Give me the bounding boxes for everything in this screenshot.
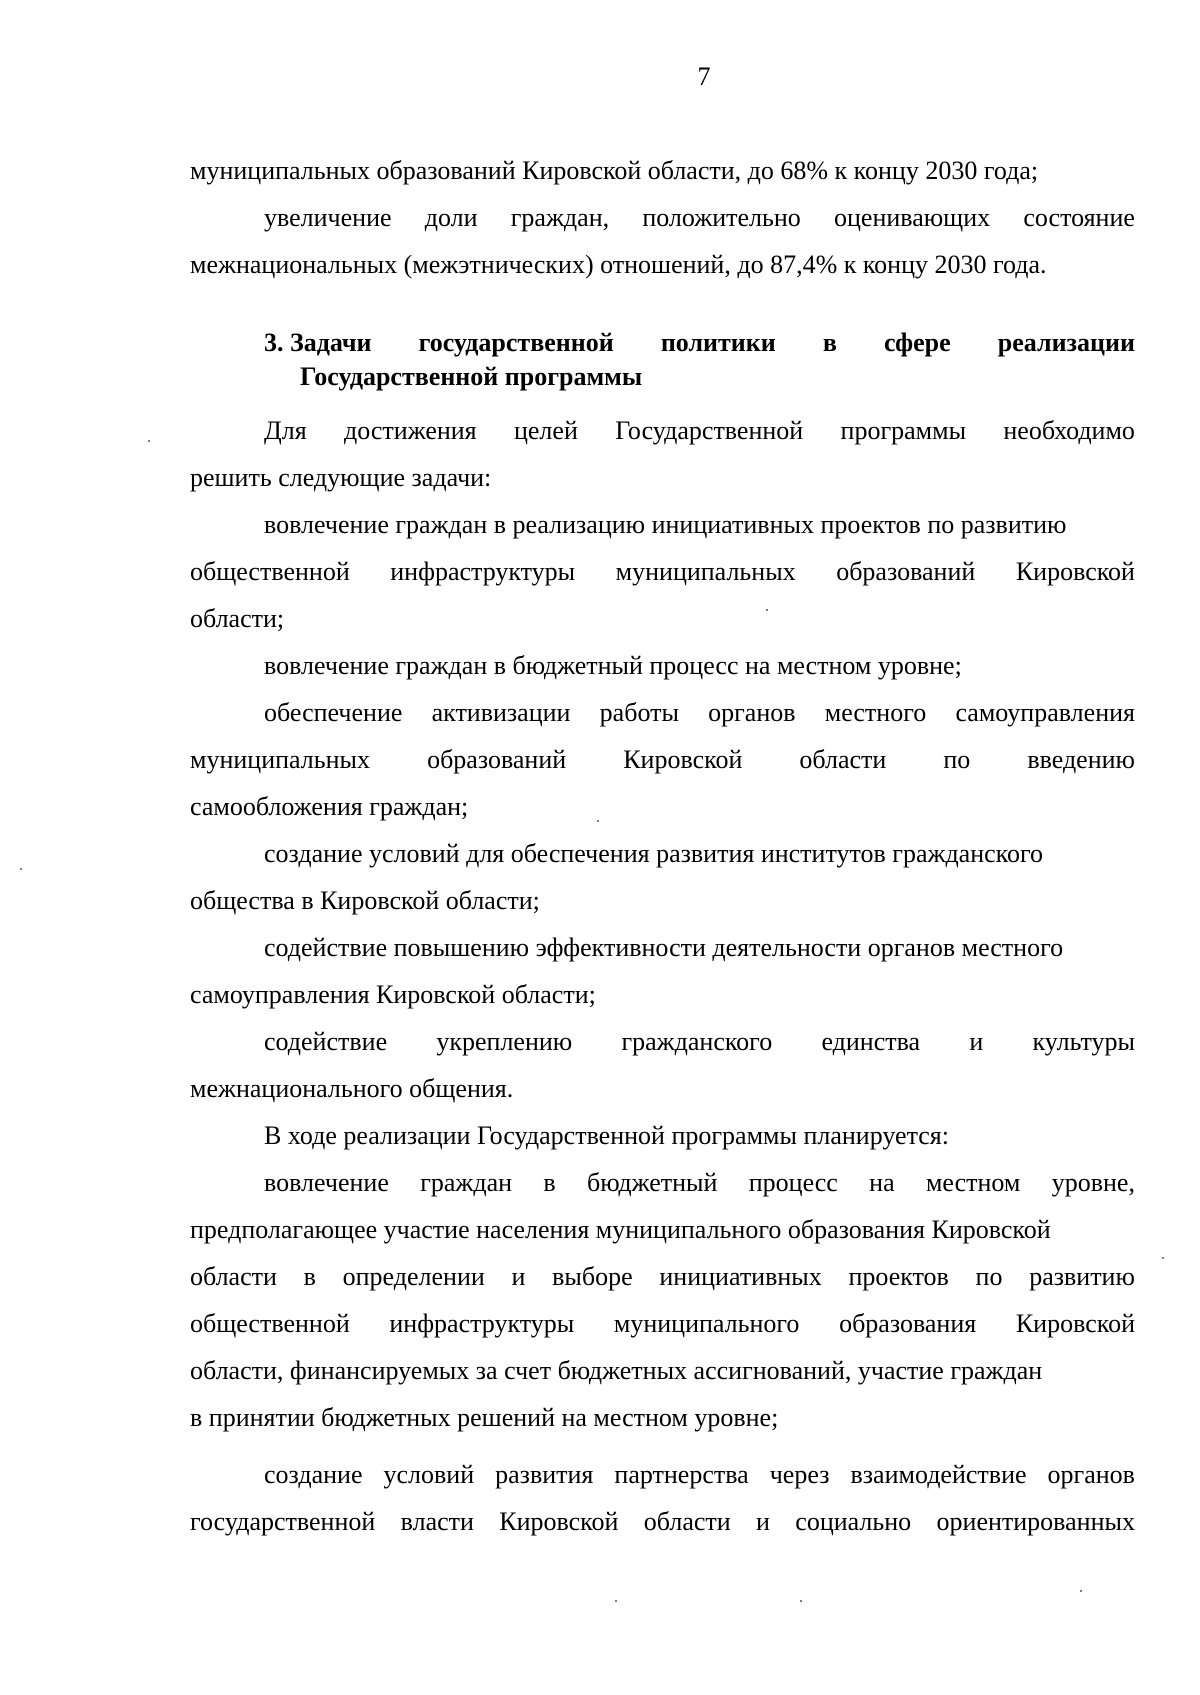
word: и bbox=[969, 1027, 984, 1056]
word: активизации bbox=[431, 698, 571, 727]
word: Кировской bbox=[499, 1507, 619, 1536]
word: необходимо bbox=[1003, 416, 1135, 445]
word: власти bbox=[400, 1507, 474, 1536]
word: государственной bbox=[190, 1507, 376, 1536]
word: граждан bbox=[420, 1168, 513, 1197]
word: достижения bbox=[344, 416, 477, 445]
word: области bbox=[799, 745, 887, 774]
word: общественной bbox=[190, 557, 350, 586]
word: инфраструктуры bbox=[390, 557, 576, 586]
paragraph-line: муниципальных образований Кировской области, до 68% к концу 2030 года; bbox=[190, 156, 1039, 185]
paragraph-line: решить следующие задачи: bbox=[190, 463, 492, 492]
word: выборе bbox=[552, 1262, 633, 1291]
word: бюджетный bbox=[587, 1168, 718, 1197]
word: Кировской bbox=[1015, 1309, 1135, 1338]
paragraph-line: области; bbox=[190, 604, 285, 633]
word: доли bbox=[424, 203, 478, 232]
scan-speck bbox=[148, 440, 150, 442]
word: и bbox=[511, 1262, 526, 1291]
word: социально bbox=[795, 1507, 912, 1536]
word: состояние bbox=[1023, 203, 1135, 232]
paragraph-line: самообложения граждан; bbox=[190, 792, 469, 821]
paragraph-line: межнационального общения. bbox=[190, 1074, 514, 1103]
paragraph-line: самоуправления Кировской области; bbox=[190, 980, 596, 1009]
word: культуры bbox=[1032, 1027, 1135, 1056]
scan-speck bbox=[1162, 1257, 1164, 1259]
word: содействие bbox=[264, 1027, 388, 1056]
word: программы bbox=[840, 416, 967, 445]
word: вовлечение bbox=[264, 1168, 389, 1197]
word: в bbox=[303, 1262, 316, 1291]
word: государственной bbox=[418, 328, 614, 357]
scan-speck bbox=[766, 609, 768, 611]
word: определении bbox=[342, 1262, 485, 1291]
word: через bbox=[769, 1460, 830, 1489]
word: в bbox=[543, 1168, 556, 1197]
paragraph-line bbox=[264, 1460, 1135, 1490]
word: целей bbox=[513, 416, 578, 445]
paragraph-line: общества в Кировской области; bbox=[190, 886, 540, 915]
word: процесс bbox=[748, 1168, 838, 1197]
paragraph-line bbox=[190, 1309, 1135, 1339]
word: увеличение bbox=[264, 203, 392, 232]
word: самоуправления bbox=[955, 698, 1135, 727]
word: муниципальных bbox=[615, 557, 796, 586]
paragraph-line: в принятии бюджетных решений на местном уровне; bbox=[190, 1403, 779, 1432]
word: Кировской bbox=[623, 745, 743, 774]
word: Для bbox=[264, 416, 307, 445]
paragraph-line bbox=[190, 557, 1135, 587]
word: граждан, bbox=[510, 203, 610, 232]
paragraph-line: вовлечение граждан в бюджетный процесс на местном уровне; bbox=[264, 651, 962, 680]
paragraph-line bbox=[264, 416, 1135, 446]
scan-speck bbox=[20, 868, 22, 870]
word: Государственной bbox=[615, 416, 804, 445]
word: политики bbox=[660, 328, 776, 357]
word: муниципального bbox=[613, 1309, 800, 1338]
section-heading-line: Государственной программы bbox=[300, 362, 643, 391]
word: работы bbox=[599, 698, 679, 727]
paragraph-line: создание условий для обеспечения развития институтов гражданского bbox=[264, 839, 1043, 868]
word: области bbox=[190, 1262, 277, 1291]
paragraph-line: межнациональных (межэтнических) отношений, до 87,4% к концу 2030 года. bbox=[190, 250, 1047, 279]
word: проектов bbox=[848, 1262, 949, 1291]
paragraph-line bbox=[264, 1027, 1135, 1057]
scan-speck bbox=[800, 1600, 802, 1602]
word: в bbox=[822, 328, 837, 357]
paragraph-line bbox=[190, 1507, 1135, 1537]
word: местного bbox=[824, 698, 927, 727]
word: инициативных bbox=[659, 1262, 822, 1291]
word: по bbox=[975, 1262, 1003, 1291]
word: единства bbox=[821, 1027, 921, 1056]
paragraph-line bbox=[264, 203, 1135, 233]
paragraph-line: В ходе реализации Государственной программы планируется: bbox=[264, 1121, 949, 1150]
paragraph-line bbox=[190, 745, 1135, 775]
word: условий bbox=[383, 1460, 475, 1489]
word: обеспечение bbox=[264, 698, 403, 727]
word: партнерства bbox=[614, 1460, 749, 1489]
paragraph-line bbox=[264, 698, 1135, 728]
paragraph-line: содействие повышению эффективности деятельности органов местного bbox=[264, 933, 1064, 962]
word: органов bbox=[708, 698, 796, 727]
word: органов bbox=[1047, 1460, 1135, 1489]
word: гражданского bbox=[621, 1027, 773, 1056]
word: сфере bbox=[883, 328, 951, 357]
section-heading-line bbox=[264, 328, 1135, 358]
word: области bbox=[643, 1507, 731, 1536]
word: развития bbox=[495, 1460, 594, 1489]
scan-speck bbox=[1080, 1590, 1082, 1592]
word: по bbox=[943, 745, 971, 774]
paragraph-line bbox=[190, 1262, 1135, 1292]
scan-speck bbox=[597, 820, 599, 822]
word: образования bbox=[839, 1309, 977, 1338]
word: введению bbox=[1027, 745, 1135, 774]
paragraph-line: вовлечение граждан в реализацию инициативных проектов по развитию bbox=[264, 510, 1067, 539]
page-number: 7 bbox=[697, 62, 711, 91]
word: создание bbox=[264, 1460, 363, 1489]
word: реализации bbox=[997, 328, 1135, 357]
word: и bbox=[756, 1507, 770, 1536]
word: инфраструктуры bbox=[389, 1309, 575, 1338]
word: положительно bbox=[642, 203, 801, 232]
word: Кировской bbox=[1015, 557, 1135, 586]
word: развитию bbox=[1029, 1262, 1135, 1291]
paragraph-line bbox=[264, 1168, 1135, 1198]
word: на bbox=[869, 1168, 895, 1197]
word: образований bbox=[836, 557, 976, 586]
word: местном bbox=[925, 1168, 1021, 1197]
word: оценивающих bbox=[834, 203, 991, 232]
word: образований bbox=[427, 745, 567, 774]
scan-speck bbox=[615, 1600, 617, 1602]
paragraph-line: области, финансируемых за счет бюджетных ассигнований, участие граждан bbox=[190, 1356, 1043, 1385]
word: взаимодействие bbox=[850, 1460, 1027, 1489]
word: укреплению bbox=[436, 1027, 573, 1056]
word: ориентированных bbox=[936, 1507, 1135, 1536]
word: общественной bbox=[190, 1309, 350, 1338]
word: муниципальных bbox=[190, 745, 371, 774]
word: уровне, bbox=[1051, 1168, 1135, 1197]
paragraph-line: предполагающее участие населения муниципального образования Кировской bbox=[190, 1215, 1051, 1244]
word: 3. Задачи bbox=[264, 328, 372, 357]
